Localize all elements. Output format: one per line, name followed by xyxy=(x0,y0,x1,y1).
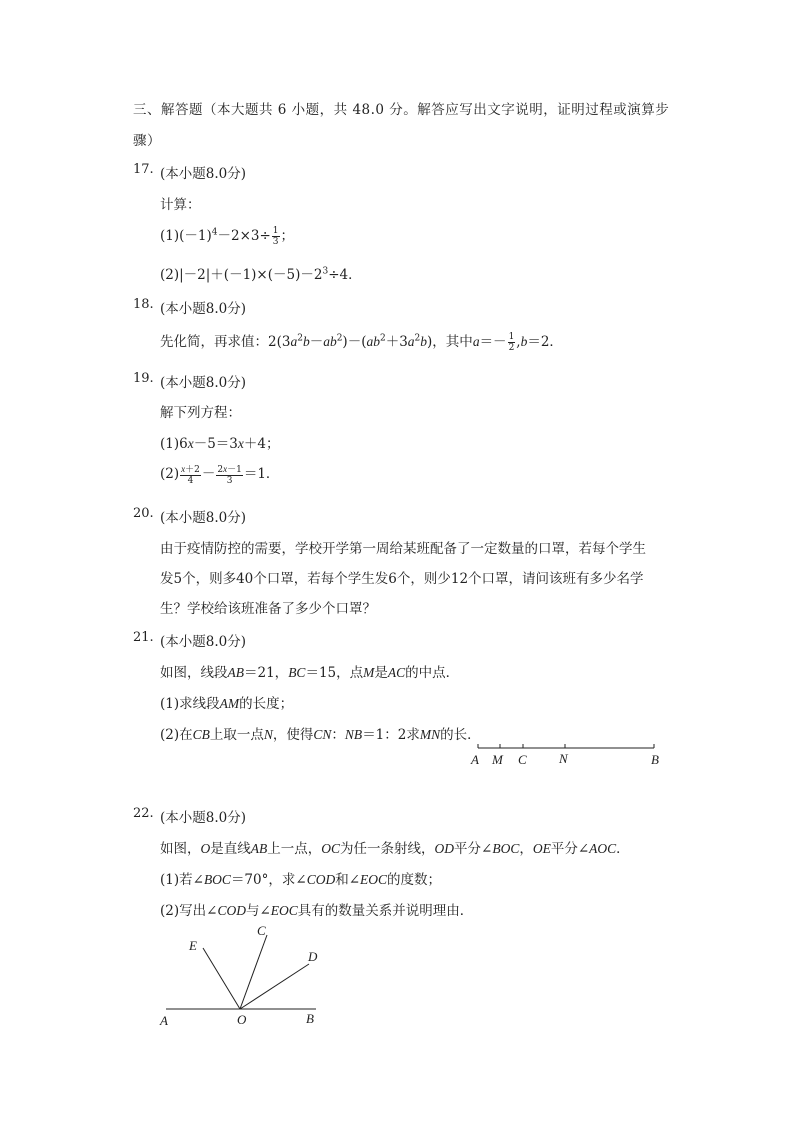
problem-line: 生？学校给该班准备了多少个口罩？ xyxy=(160,601,376,617)
problem-line: (2)写出∠COD与∠EOC具有的数量关系并说明理由． xyxy=(160,903,474,919)
label-m: M xyxy=(492,752,503,767)
problem-number: 22. xyxy=(133,806,154,821)
label-e: E xyxy=(189,938,197,953)
problem-number: 17. xyxy=(133,162,154,177)
label-a: A xyxy=(160,1013,168,1028)
label-c: C xyxy=(518,752,527,767)
label-n: N xyxy=(559,751,568,766)
problem-score: (本小题8.0分) xyxy=(160,810,247,826)
label-a: A xyxy=(471,752,479,767)
section-header: 三、解答题（本大题共 6 小题，共 48.0 分。解答应写出文字说明，证明过程或演算步 xyxy=(133,102,670,118)
problem-line: (1)求线段AM的长度； xyxy=(160,696,294,712)
ray-od xyxy=(240,964,309,1009)
problem-line: 如图，O是直线AB上一点，OC为任一条射线，OD平分∠BOC，OE平分∠AOC． xyxy=(160,841,630,857)
problem-line: 由于疫情防控的需要，学校开学第一周给某班配备了一定数量的口罩，若每个学生 xyxy=(160,541,646,557)
section-header-continued: 骤） xyxy=(133,133,161,149)
problem-line: $(2)|-2|+(-1)\times(-5)-2^3\div 4$． xyxy=(160,266,362,283)
label-c: C xyxy=(257,923,266,938)
problem-line: 如图，线段AB＝21，BC＝15，点M是AC的中点． xyxy=(160,665,460,681)
label-d: D xyxy=(308,949,318,964)
problem-line: (2) $\frac{x+2}{4}$ － $\frac{2x-1}{3}$ ＝1． xyxy=(160,463,280,486)
problem-line: (1)6x－5＝3x＋4； xyxy=(160,436,280,452)
problem-line: 计算： xyxy=(160,197,201,213)
segment-figure xyxy=(462,740,672,772)
problem-score: (本小题8.0分) xyxy=(160,634,247,650)
problem-number: 20. xyxy=(133,506,154,521)
problem-line: 解下列方程： xyxy=(160,405,241,421)
problem-line: $(1)(-1)^4-2\times 3\div$ $\frac{1}{3}$ ； xyxy=(160,226,295,247)
problem-line: (1)若∠BOC＝70°，求∠COD和∠EOC的度数； xyxy=(160,872,442,888)
problem-score: (本小题8.0分) xyxy=(160,510,247,526)
ray-oc xyxy=(240,935,267,1009)
label-o: O xyxy=(237,1012,247,1027)
problem-number: 21. xyxy=(133,630,154,645)
label-b: B xyxy=(651,752,659,767)
problem-number: 18. xyxy=(133,297,154,312)
label-b: B xyxy=(306,1011,314,1026)
problem-score: (本小题8.0分) xyxy=(160,375,247,391)
problem-line: 先化简，再求值：$2(3a^2b-ab^2)-(ab^2+3a^2b)$，其中a＝－ $\frac{1}{2}$ ,b＝2． xyxy=(160,332,563,353)
problem-score: (本小题8.0分) xyxy=(160,166,247,182)
ray-oe xyxy=(203,948,240,1009)
problem-score: (本小题8.0分) xyxy=(160,301,247,317)
problem-line: (2)在CB上取一点N，使得CN：NB＝1：2求MN的长． xyxy=(160,727,481,743)
problem-number: 19. xyxy=(133,371,154,386)
angle-figure xyxy=(150,918,340,1033)
problem-line: 发5个，则多40个口罩，若每个学生发6个，则少12个口罩，请问该班有多少名学 xyxy=(160,571,644,587)
